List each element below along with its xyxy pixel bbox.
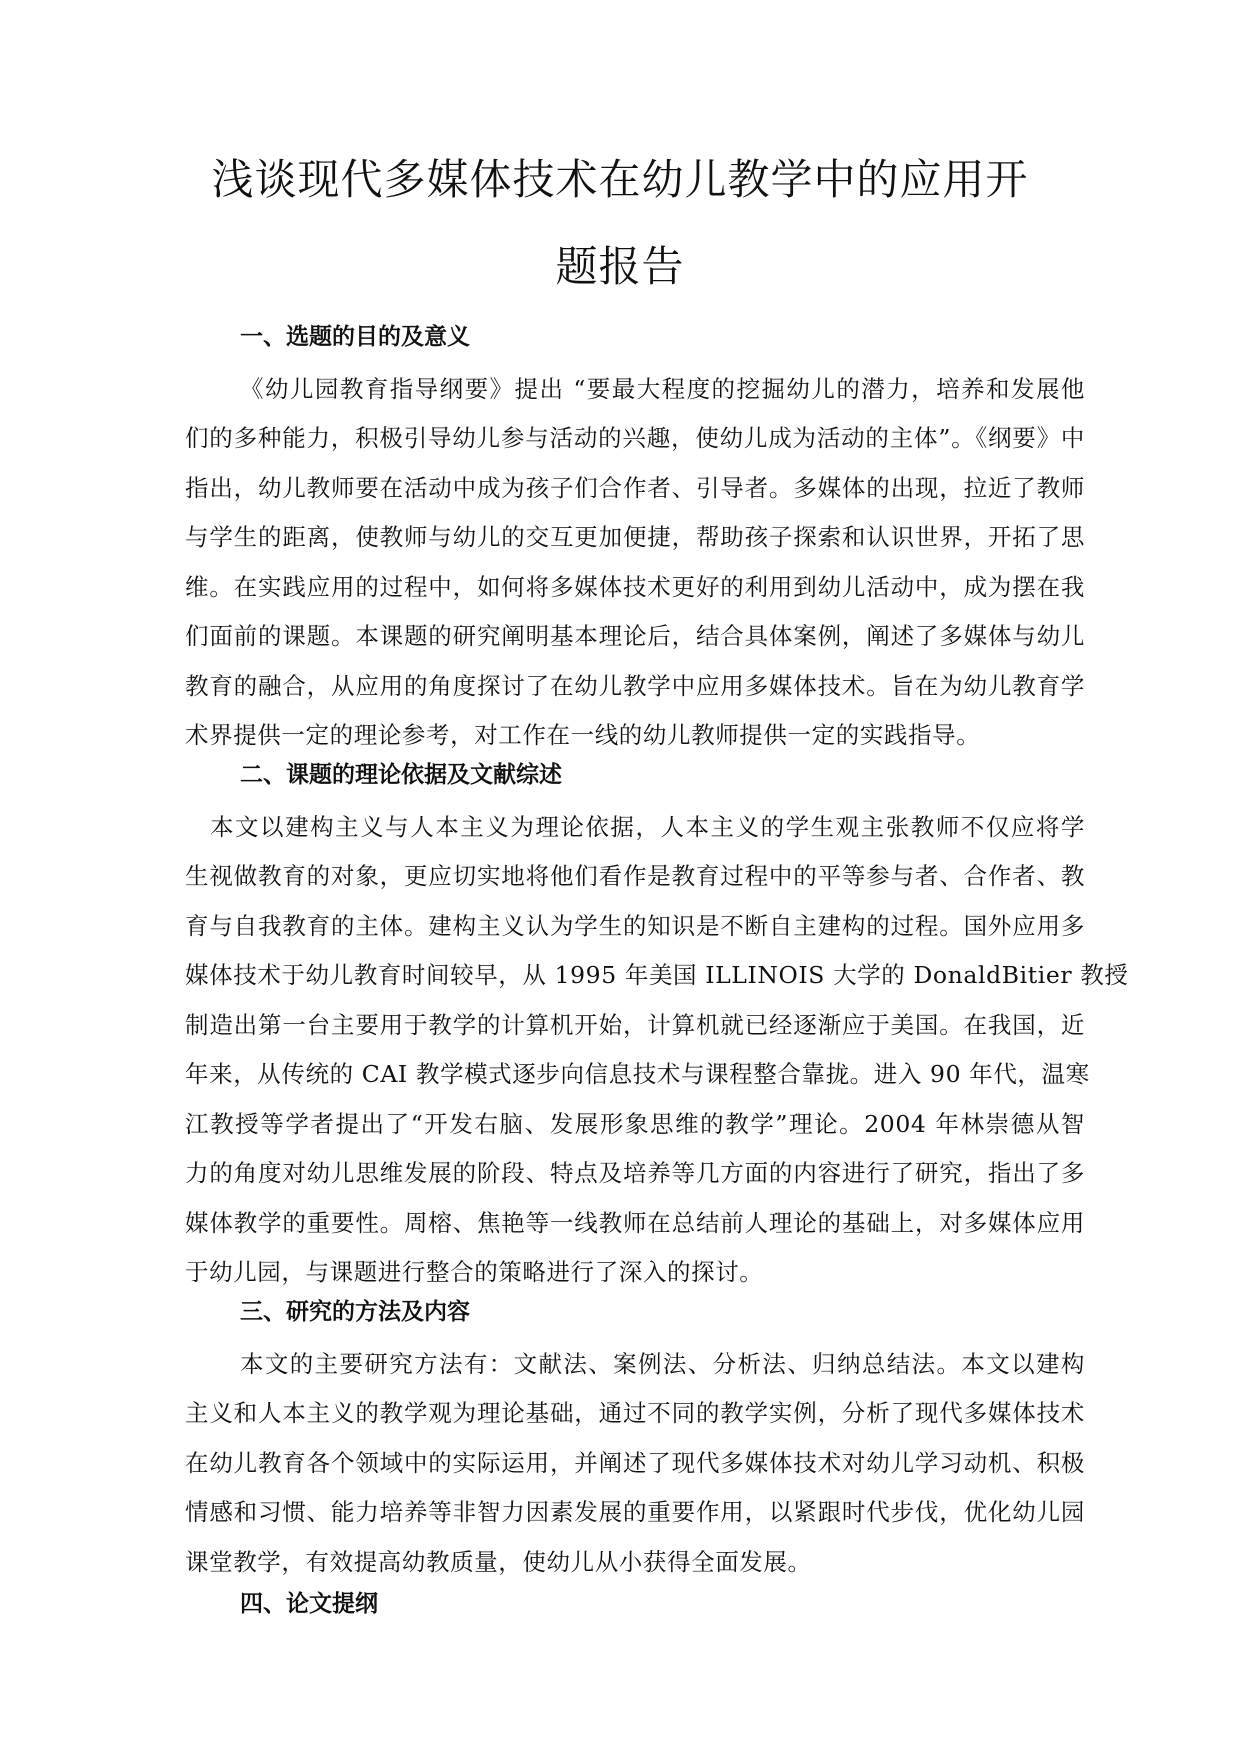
paragraph-line: 术界提供一定的理论参考，对工作在一线的幼儿教师提供一定的实践指导。 <box>185 721 981 749</box>
paragraph-line: 育与自我教育的主体。建构主义认为学生的知识是不断自主建构的过程。国外应用多 <box>185 912 1085 940</box>
paragraph-line: 于幼儿园，与课题进行整合的策略进行了深入的探讨。 <box>185 1258 764 1286</box>
document-title-line-1: 浅谈现代多媒体技术在幼儿教学中的应用开 <box>211 155 1029 204</box>
paragraph-line: 指出，幼儿教师要在活动中成为孩子们合作者、引导者。多媒体的出现，拉近了教师 <box>185 474 1085 502</box>
section-heading-outline: 四、论文提纲 <box>240 1591 378 1617</box>
paragraph-line: 本文以建构主义与人本主义为理论依据，人本主义的学生观主张教师不仅应将学 <box>210 813 1085 841</box>
section-heading-purpose: 一、选题的目的及意义 <box>240 324 470 350</box>
paragraph-line: 与学生的距离，使教师与幼儿的交互更加便捷，帮助孩子探索和认识世界，开拓了思 <box>185 523 1085 551</box>
paragraph-line: 们面前的课题。本课题的研究阐明基本理论后，结合具体案例，阐述了多媒体与幼儿 <box>185 622 1085 650</box>
paragraph-line: 生视做教育的对象，更应切实地将他们看作是教育过程中的平等参与者、合作者、教 <box>185 862 1085 890</box>
paragraph-line: 媒体教学的重要性。周榕、焦艳等一线教师在总结前人理论的基础上，对多媒体应用 <box>185 1209 1085 1237</box>
paragraph-line: 们的多种能力，积极引导幼儿参与活动的兴趣，使幼儿成为活动的主体”。《纲要》中 <box>185 424 1085 452</box>
document-title-line-2: 题报告 <box>555 242 685 291</box>
paragraph-line: 本文的主要研究方法有：文献法、案例法、分析法、归纳总结法。本文以建构 <box>240 1350 1085 1378</box>
paragraph-line: 主义和人本主义的教学观为理论基础，通过不同的教学实例，分析了现代多媒体技术 <box>185 1399 1085 1427</box>
paragraph-line: 江教授等学者提出了“开发右脑、发展形象思维的教学”理论。2004 年林崇德从智 <box>185 1110 1085 1138</box>
paragraph-line: 教育的融合，从应用的角度探讨了在幼儿教学中应用多媒体技术。旨在为幼儿教育学 <box>185 672 1085 700</box>
paragraph-line: 制造出第一台主要用于教学的计算机开始，计算机就已经逐渐应于美国。在我国，近 <box>185 1011 1085 1039</box>
paragraph-line: 课堂教学，有效提高幼教质量，使幼儿从小获得全面发展。 <box>185 1548 812 1576</box>
paragraph-line: 《幼儿园教育指导纲要》提出 “要最大程度的挖掘幼儿的潜力，培养和发展他 <box>240 375 1085 403</box>
paragraph-line: 情感和习惯、能力培养等非智力因素发展的重要作用，以紧跟时代步伐，优化幼儿园 <box>185 1498 1085 1526</box>
section-heading-theory: 二、课题的理论依据及文献综述 <box>240 762 562 788</box>
section-heading-methods: 三、研究的方法及内容 <box>240 1299 470 1325</box>
paragraph-line: 媒体技术于幼儿教育时间较早，从 1995 年美国 ILLINOIS 大学的 DonaldBitier 教授 <box>185 961 1129 989</box>
paragraph-line: 力的角度对幼儿思维发展的阶段、特点及培养等几方面的内容进行了研究，指出了多 <box>185 1159 1085 1187</box>
paragraph-line: 在幼儿教育各个领域中的实际运用，并阐述了现代多媒体技术对幼儿学习动机、积极 <box>185 1449 1085 1477</box>
paragraph-line: 年来，从传统的 CAI 教学模式逐步向信息技术与课程整合靠拢。进入 90 年代，温寒 <box>185 1060 1090 1088</box>
paragraph-line: 维。在实践应用的过程中，如何将多媒体技术更好的利用到幼儿活动中，成为摆在我 <box>185 573 1085 601</box>
